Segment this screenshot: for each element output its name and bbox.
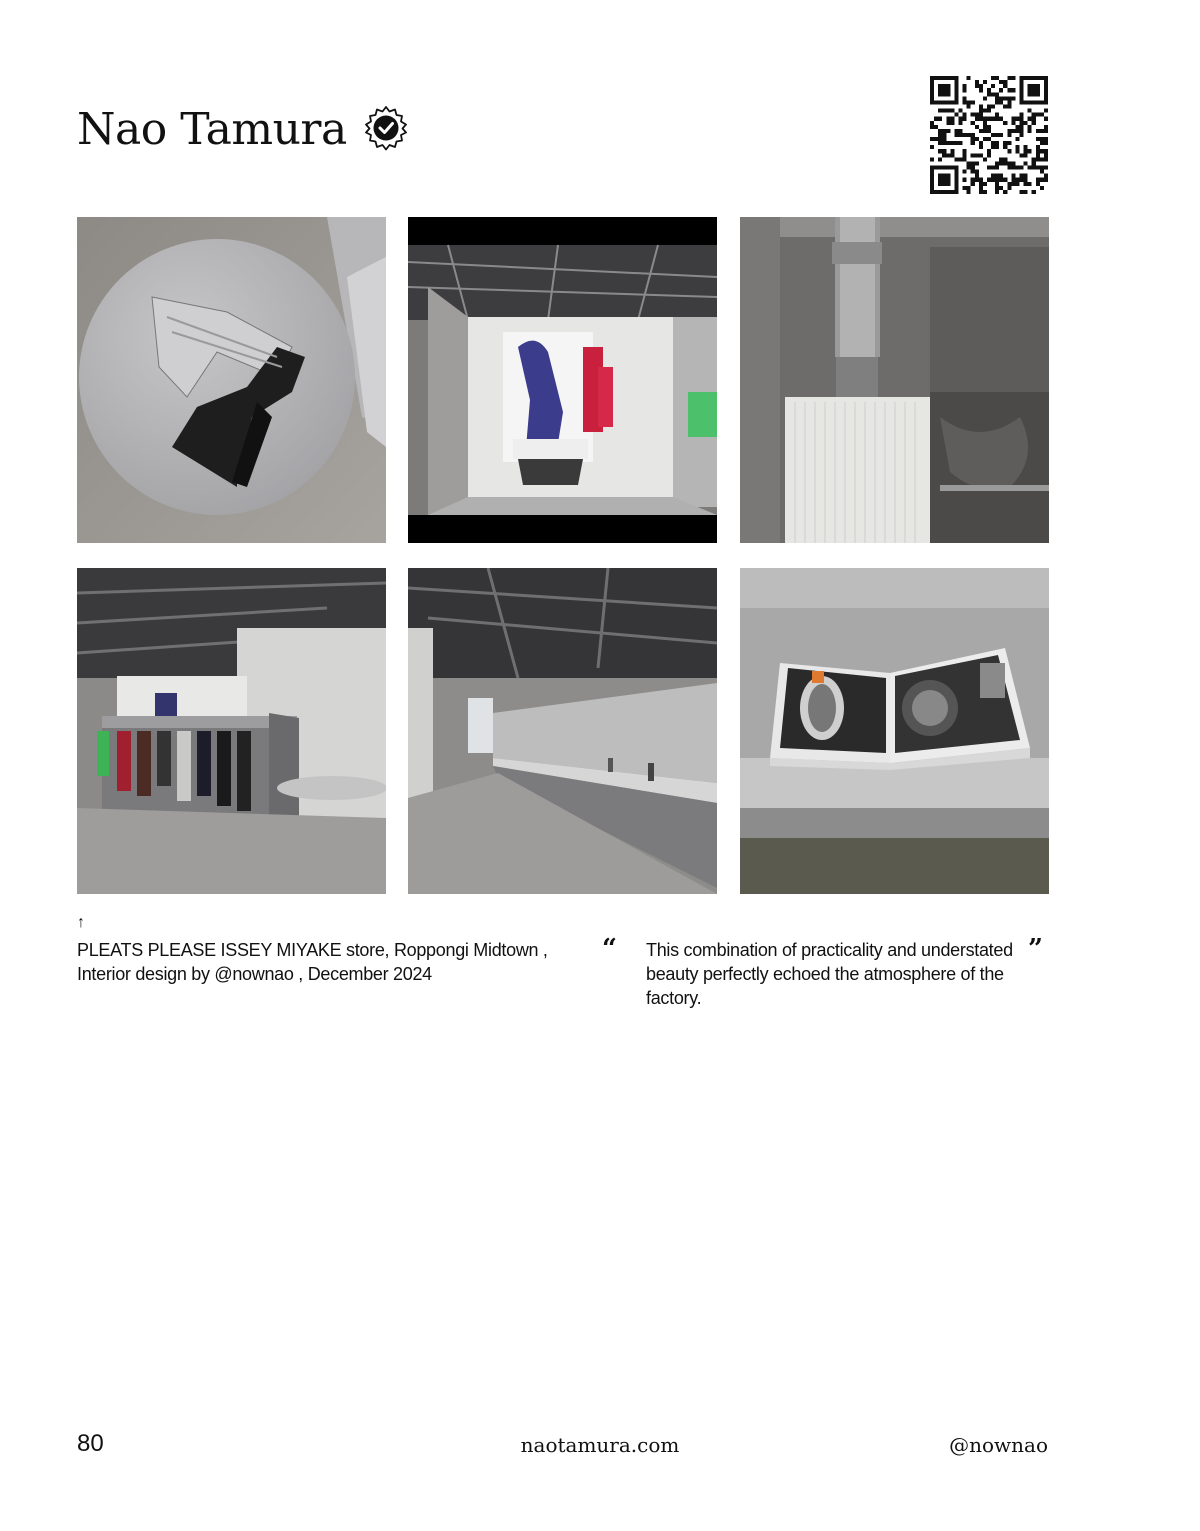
gallery-photo-1[interactable] — [77, 217, 386, 543]
website-link[interactable]: naotamura.com — [520, 1433, 680, 1457]
page-title: Nao Tamura — [77, 104, 347, 155]
up-arrow-icon: ↑ — [77, 914, 85, 931]
gallery-photo-6[interactable] — [740, 568, 1049, 894]
gallery-photo-2[interactable] — [408, 217, 717, 543]
qr-code-icon[interactable] — [930, 76, 1048, 194]
close-quote-icon: ” — [1028, 934, 1043, 964]
social-handle[interactable]: @nownao — [949, 1433, 1048, 1457]
gallery-photo-3[interactable] — [740, 217, 1049, 543]
pull-quote: This combination of practicality and understated beauty perfectly echoed the atmosphere of the factory. — [646, 940, 1013, 1008]
gallery-photo-5[interactable] — [408, 568, 717, 894]
verified-badge-icon — [362, 104, 410, 152]
open-quote-icon: “ — [602, 934, 617, 964]
gallery-photo-4[interactable] — [77, 568, 386, 894]
page-number: 80 — [77, 1430, 104, 1457]
image-caption: PLEATS PLEASE ISSEY MIYAKE store, Roppongi Midtown , Interior design by @nownao , December 2024 — [77, 940, 548, 984]
